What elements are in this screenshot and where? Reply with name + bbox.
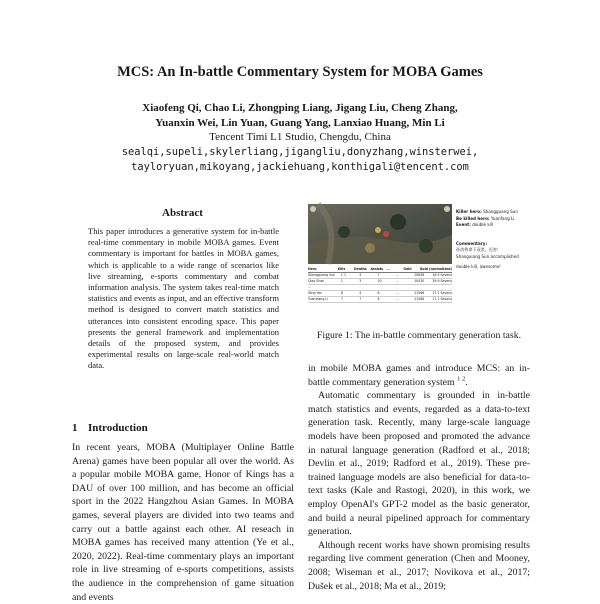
table-header-cell: Gold — [403, 267, 412, 271]
game-scene-illustration — [308, 204, 452, 264]
table-cell: 7 — [377, 273, 380, 277]
table-cell: Qiao Shan — [308, 279, 325, 283]
table-cell — [415, 285, 433, 290]
emails-line-2: tayloryuan,mikoyang,jackiehuang,konthigali@tencent.com — [131, 160, 469, 173]
table-header-cell: Kills — [337, 267, 346, 271]
table-cell: 7 — [359, 297, 362, 301]
commentary-english-line-1: Shangxiang Sun accomplished — [456, 253, 519, 259]
table-cell: 4 — [359, 273, 362, 277]
table-cell: ... — [395, 273, 399, 277]
figure-caption: Figure 1: The in-battle commentary generation task. — [316, 330, 522, 341]
table-header-cell: ... — [386, 267, 391, 271]
paragraph: Although recent works have shown promising results regarding live comment generation (Chen and Mooney, 2008; Wiseman et al., 2017; Novikova et al., 2017; Dušek et al., 2018; Ma et al., 2019; — [308, 539, 530, 592]
abstract-body: This paper introduces a generative system for in-battle real-time commentary in mobile MOBA games. Event commentary is important for battles in MOBA games, which is applicable to a wide range of scenarios like live streaming, e-sports commentary and combat information analysis. The system takes real-time match statistics and events as input, and an effective transform method is designed to convert match statistics and utterances into consistent encoding space. This paper presents the general framework and implementation details of the proposed system, and provides experimental results on large-scale real-world match data. — [88, 226, 279, 371]
section-title: Introduction — [88, 422, 148, 434]
introduction-text: In recent years, MOBA (Multiplayer Online Battle Arena) games have been popular all over the world. As a popular mobile MOBA game, Honor of Kings has a DAU of over 100 million, and has become an official sport in the 2022 Hangzhou Asian Games. In MOBA games, several players are divided into two teams and carry out a battle against each other. AI reseach in MOBA games has received many attention (Ye et al., 2020, 2022). Real-time commentary plays an important role in live streaming of e-sports competitions, assists the audience in the comprehension of game situation and events — [72, 442, 294, 603]
spacer — [456, 229, 530, 241]
author-list — [0, 101, 600, 130]
table-cell — [341, 285, 359, 290]
table-cell: ... — [395, 279, 399, 283]
commentary-english-line-2: double kill, awesome! — [456, 264, 501, 269]
killer-value: Shangguang Sun — [483, 209, 518, 214]
table-cell — [397, 285, 415, 290]
commentary-label: Commentary: — [456, 240, 488, 246]
event-value: double kill — [472, 222, 494, 227]
match-stats-table — [308, 267, 452, 303]
paragraph-end: . — [465, 376, 468, 388]
table-cell — [434, 285, 452, 290]
table-cell: 11566 — [414, 297, 425, 301]
table-row — [308, 297, 452, 303]
table-cell: 10430 — [414, 279, 425, 283]
event-label: Event: — [456, 222, 471, 227]
table-cell: Yuanxiang Li — [308, 297, 329, 301]
table-cell: 8 — [377, 291, 380, 295]
table-cell: 1 — [340, 279, 343, 283]
table-cell: ... — [308, 285, 312, 289]
table-cell: 8 — [340, 291, 343, 295]
table-cell: 4 — [359, 291, 362, 295]
game-screenshot — [308, 204, 452, 264]
paragraph — [308, 362, 530, 389]
right-column-text — [308, 362, 530, 593]
section-number: 1 — [72, 422, 78, 434]
table-header-cell: Deaths — [354, 267, 367, 271]
table-cell: 29.9 Sevens — [432, 279, 453, 283]
table-cell: 17.1 Sevens — [432, 291, 453, 295]
affiliation: Tencent Timi L1 Studio, Chengdu, China — [209, 131, 391, 143]
killed-label: Be killed hero: — [456, 215, 490, 221]
email-list — [0, 145, 600, 174]
abstract-heading: Abstract — [162, 207, 203, 219]
authors-line-1: Xiaofeng Qi, Chao Li, Zhongping Liang, Jigang Liu, Cheng Zhang, — [142, 102, 458, 114]
table-cell: Shangguang Sun — [308, 273, 336, 277]
table-cell: 17.1 Sevens — [432, 297, 453, 301]
table-cell: 1 1 — [340, 273, 346, 277]
table-cell: ... — [395, 297, 399, 301]
event-info-panel — [456, 209, 530, 271]
table-cell — [378, 285, 396, 290]
authors-line-2: Yuanxin Wei, Lin Yuan, Guang Yang, Lanxiao Huang, Min Li — [155, 116, 445, 129]
table-cell: 11566 — [414, 291, 425, 295]
paper-title: MCS: An In-battle Commentary System for MOBA Games — [117, 64, 483, 80]
table-cell: 3 — [359, 279, 362, 283]
table-cell — [360, 285, 378, 290]
figure-1 — [308, 204, 530, 319]
paragraph-text: in mobile MOBA games and introduce MCS: an in-battle commentary generation system — [308, 363, 530, 388]
commentary-chinese: 孙尚香拿下双杀，厉害！ — [456, 247, 502, 252]
table-cell: 16.5 Sevens — [432, 273, 453, 277]
footnote-marker: 1 2 — [457, 375, 466, 383]
table-cell: ... — [395, 291, 399, 295]
killed-value: Yuanfang Li — [490, 215, 515, 221]
table-cell: 10836 — [414, 273, 425, 277]
table-header-cell: Hero — [308, 267, 317, 271]
table-header-cell: Assists — [370, 267, 384, 271]
section-heading-introduction — [72, 422, 148, 434]
table-header-cell: Gold (normalized) — [419, 267, 452, 271]
paragraph: Automatic commentary is grounded in in-battle match statistics and events, regarded as a data-to-text generation task. Recently, many large-scale language models have been proposed and promoted the advance in natural language generation (Radford et al., 2018; Devlin et al., 2019; Radford et al., 2019). These pre-trained language models are also beneficial for data-to-text tasks (Kale and Rastogi, 2020), in this work, we employ OpenAI's GPT-2 model as the basic generator, and build a neural pipelined approach for commentary generation. — [308, 390, 530, 538]
table-cell: 20 — [377, 279, 382, 283]
emails-line-1: sealqi,supeli,skylerliang,jigangliu,donyzhang,winsterwei, — [121, 146, 479, 158]
table-cell: 7 — [340, 297, 343, 301]
table-cell: 8 — [377, 297, 380, 301]
table-cell: Yang Yan — [308, 291, 322, 295]
killer-label: Killer hero: — [456, 209, 482, 214]
